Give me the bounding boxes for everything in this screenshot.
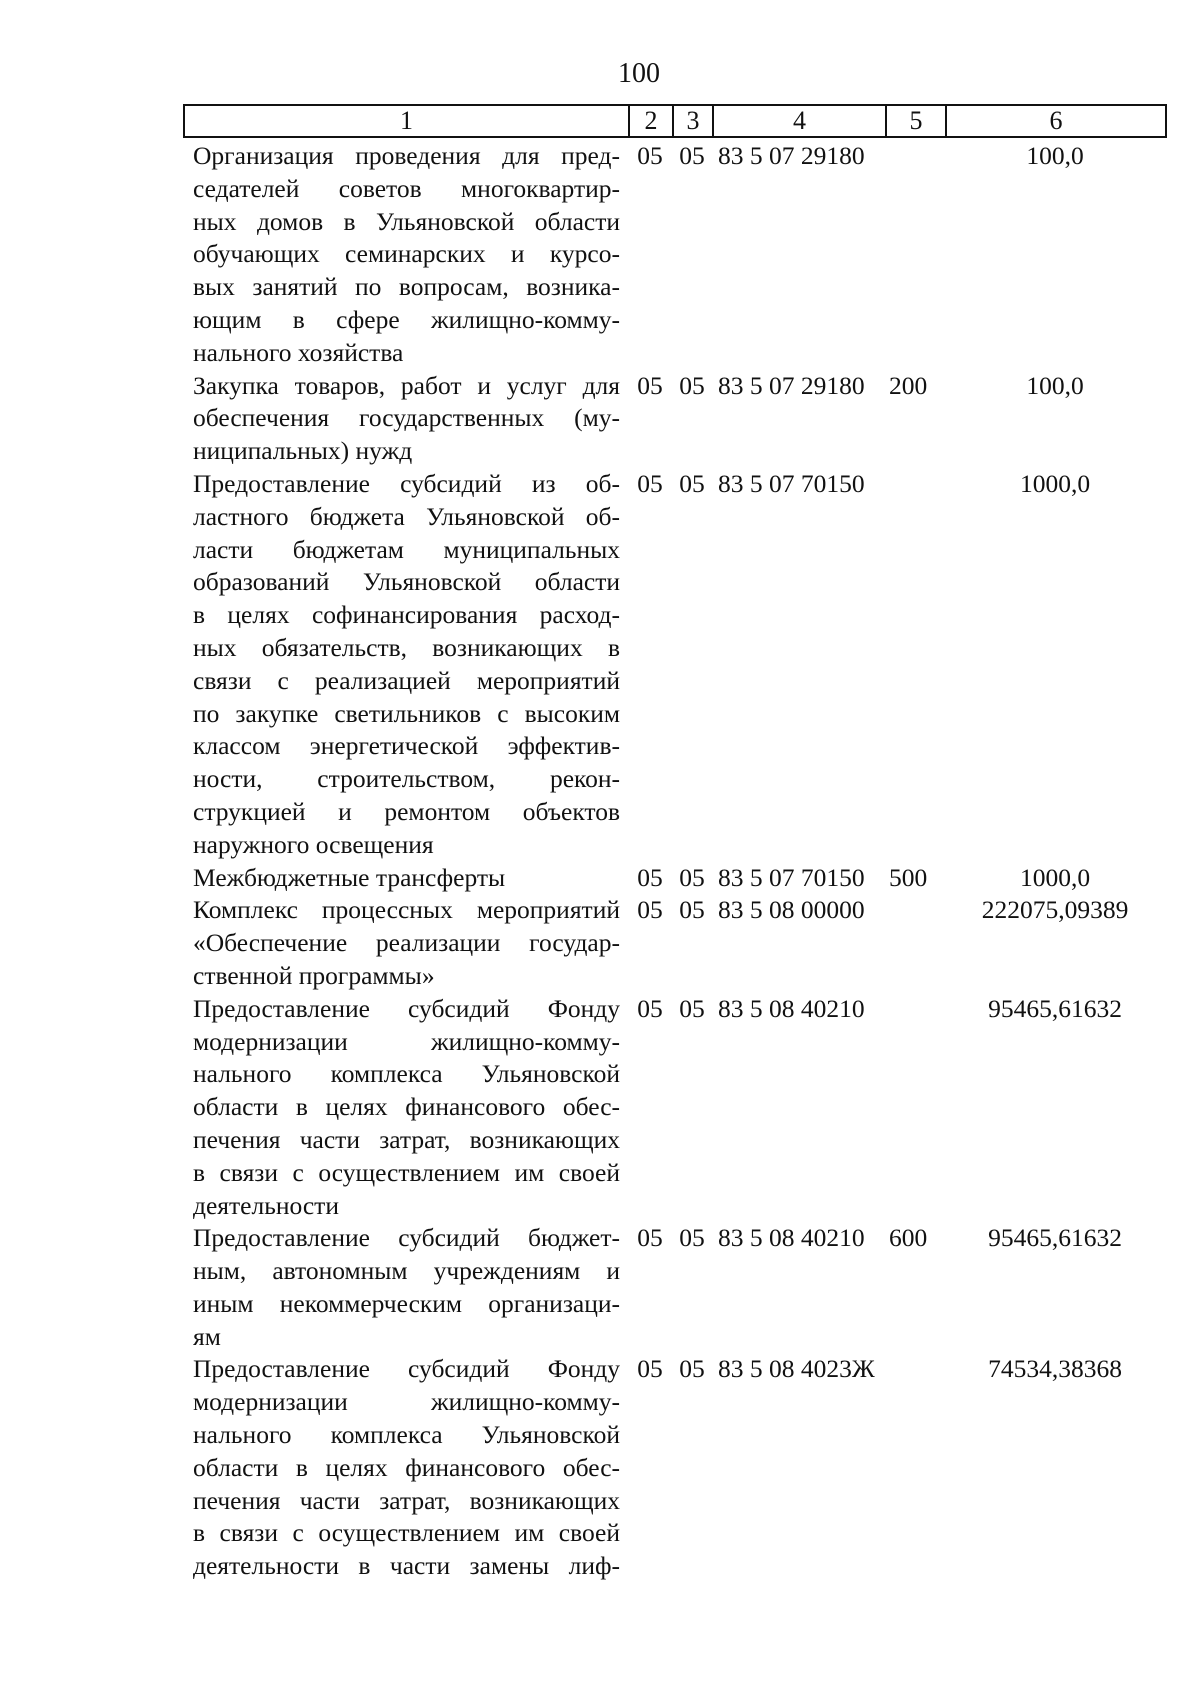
table-row [183, 1222, 1165, 1353]
row-name-line: нального хозяйства [193, 337, 404, 367]
row-section: 05 [637, 862, 663, 892]
row-target-code: 83 5 07 29180 [718, 370, 865, 400]
header-col-2: 2 [629, 105, 673, 137]
table-row [183, 1353, 1165, 1583]
row-name-line: обучающих семинарских и курсо- [193, 239, 620, 269]
row-name-line: Предоставление субсидий Фонду [193, 1354, 620, 1384]
row-amount: 100,0 [1026, 370, 1084, 400]
row-name-line: Межбюджетные трансферты [193, 862, 506, 892]
header-col-6: 6 [946, 105, 1166, 137]
row-name-line: «Обеспечение реализации государ- [193, 928, 620, 958]
row-subsection: 05 [679, 370, 705, 400]
row-target-code: 83 5 08 40210 [718, 1223, 865, 1253]
row-name-line: Предоставление субсидий из об- [193, 468, 620, 498]
table-row [183, 993, 1165, 1223]
row-name-line: модернизации жилищно-комму- [193, 1026, 620, 1056]
row-name [183, 1353, 628, 1583]
row-amount: 100,0 [1026, 141, 1084, 170]
row-name-line: нального комплекса Ульяновской [193, 1420, 620, 1450]
header-col-1: 1 [184, 105, 629, 137]
table-body [183, 140, 1165, 1583]
row-name-line: седателей советов многоквартир- [193, 173, 620, 203]
row-expense-type: 200 [889, 370, 928, 400]
row-name-line: вых занятий по вопросам, возника- [193, 272, 620, 302]
page-number: 100 [618, 58, 660, 89]
header-col-5: 5 [886, 105, 946, 137]
row-name [183, 1222, 628, 1353]
row-subsection: 05 [679, 993, 705, 1023]
row-name-line: наружного освещения [193, 829, 434, 859]
row-subsection: 05 [679, 468, 705, 498]
row-target-code: 83 5 07 29180 [718, 141, 865, 170]
row-name-line: печения части затрат, возникающих [193, 1124, 620, 1154]
header-col-4: 4 [713, 105, 886, 137]
row-section: 05 [637, 895, 663, 925]
row-amount: 95465,61632 [988, 1223, 1122, 1253]
row-name-line: ниципальных) нужд [193, 436, 413, 466]
row-section: 05 [637, 993, 663, 1023]
row-section: 05 [637, 370, 663, 400]
row-name-line: в связи с осуществлением им своей [193, 1157, 620, 1187]
row-name-line: струкцией и ремонтом объектов [193, 796, 620, 826]
row-section: 05 [637, 468, 663, 498]
row-name [183, 370, 628, 468]
row-name [183, 140, 628, 370]
row-target-code: 83 5 07 70150 [718, 862, 865, 892]
table-header [183, 104, 1167, 138]
header-col-3: 3 [673, 105, 713, 137]
row-name-line: области в целях финансового обес- [193, 1452, 620, 1482]
row-name-line: области в целях финансового обес- [193, 1092, 620, 1122]
row-name-line: Организация проведения для пред- [193, 141, 620, 170]
row-subsection: 05 [679, 862, 705, 892]
row-name-line: ластного бюджета Ульяновской об- [193, 501, 620, 531]
row-name-line: нального комплекса Ульяновской [193, 1059, 620, 1089]
table-row [183, 370, 1165, 468]
table-row [183, 468, 1165, 862]
row-name-line: Комплекс процессных мероприятий [193, 895, 620, 925]
row-name [183, 993, 628, 1223]
row-subsection: 05 [679, 141, 705, 170]
row-name [183, 894, 628, 992]
row-name-line: Закупка товаров, работ и услуг для [193, 370, 620, 400]
row-name-line: в целях софинансирования расход- [193, 600, 620, 630]
row-name-line: классом энергетической эффектив- [193, 731, 620, 761]
row-amount: 95465,61632 [988, 993, 1122, 1023]
row-name-line: в связи с осуществлением им своей [193, 1518, 620, 1548]
row-section: 05 [637, 1223, 663, 1253]
row-amount: 1000,0 [1019, 468, 1091, 498]
row-name-line: иным некоммерческим организаци- [193, 1288, 620, 1318]
row-target-code: 83 5 08 4023Ж [718, 1354, 875, 1384]
row-section: 05 [637, 141, 663, 170]
row-target-code: 83 5 07 70150 [718, 468, 865, 498]
row-name [183, 468, 628, 862]
row-name-line: Предоставление субсидий бюджет- [193, 1223, 620, 1253]
row-name-line: ственной программы» [193, 960, 435, 990]
row-target-code: 83 5 08 40210 [718, 993, 865, 1023]
row-name-line: ности, строительством, рекон- [193, 764, 620, 794]
table-row [183, 140, 1165, 370]
row-name-line: обеспечения государственных (му- [193, 403, 620, 433]
row-name-line: ям [193, 1321, 221, 1351]
row-name-line: деятельности [193, 1190, 339, 1220]
row-section: 05 [637, 1354, 663, 1384]
row-name-line: ных домов в Ульяновской области [193, 206, 620, 236]
row-target-code: 83 5 08 00000 [718, 895, 865, 925]
row-subsection: 05 [679, 1223, 705, 1253]
row-name [183, 862, 628, 895]
row-name-line: ным, автономным учреждениям и [193, 1256, 620, 1286]
row-name-line: ных обязательств, возникающих в [193, 632, 620, 662]
table-row [183, 894, 1165, 992]
row-subsection: 05 [679, 895, 705, 925]
row-name-line: ющим в сфере жилищно-комму- [193, 304, 620, 334]
row-amount: 222075,09389 [981, 895, 1129, 925]
row-name-line: модернизации жилищно-комму- [193, 1387, 620, 1417]
table-row [183, 862, 1165, 895]
row-name-line: ласти бюджетам муниципальных [193, 534, 620, 564]
row-expense-type: 600 [889, 1223, 928, 1253]
row-amount: 74534,38368 [988, 1354, 1122, 1384]
row-name-line: печения части затрат, возникающих [193, 1485, 620, 1515]
row-name-line: связи с реализацией мероприятий [193, 665, 620, 695]
row-name-line: деятельности в части замены лиф- [193, 1551, 620, 1581]
row-amount: 1000,0 [1019, 862, 1091, 892]
row-name-line: по закупке светильников с высоким [193, 698, 620, 728]
row-name-line: образований Ульяновской области [193, 567, 620, 597]
row-expense-type: 500 [889, 862, 928, 892]
row-name-line: Предоставление субсидий Фонду [193, 993, 620, 1023]
row-subsection: 05 [679, 1354, 705, 1384]
